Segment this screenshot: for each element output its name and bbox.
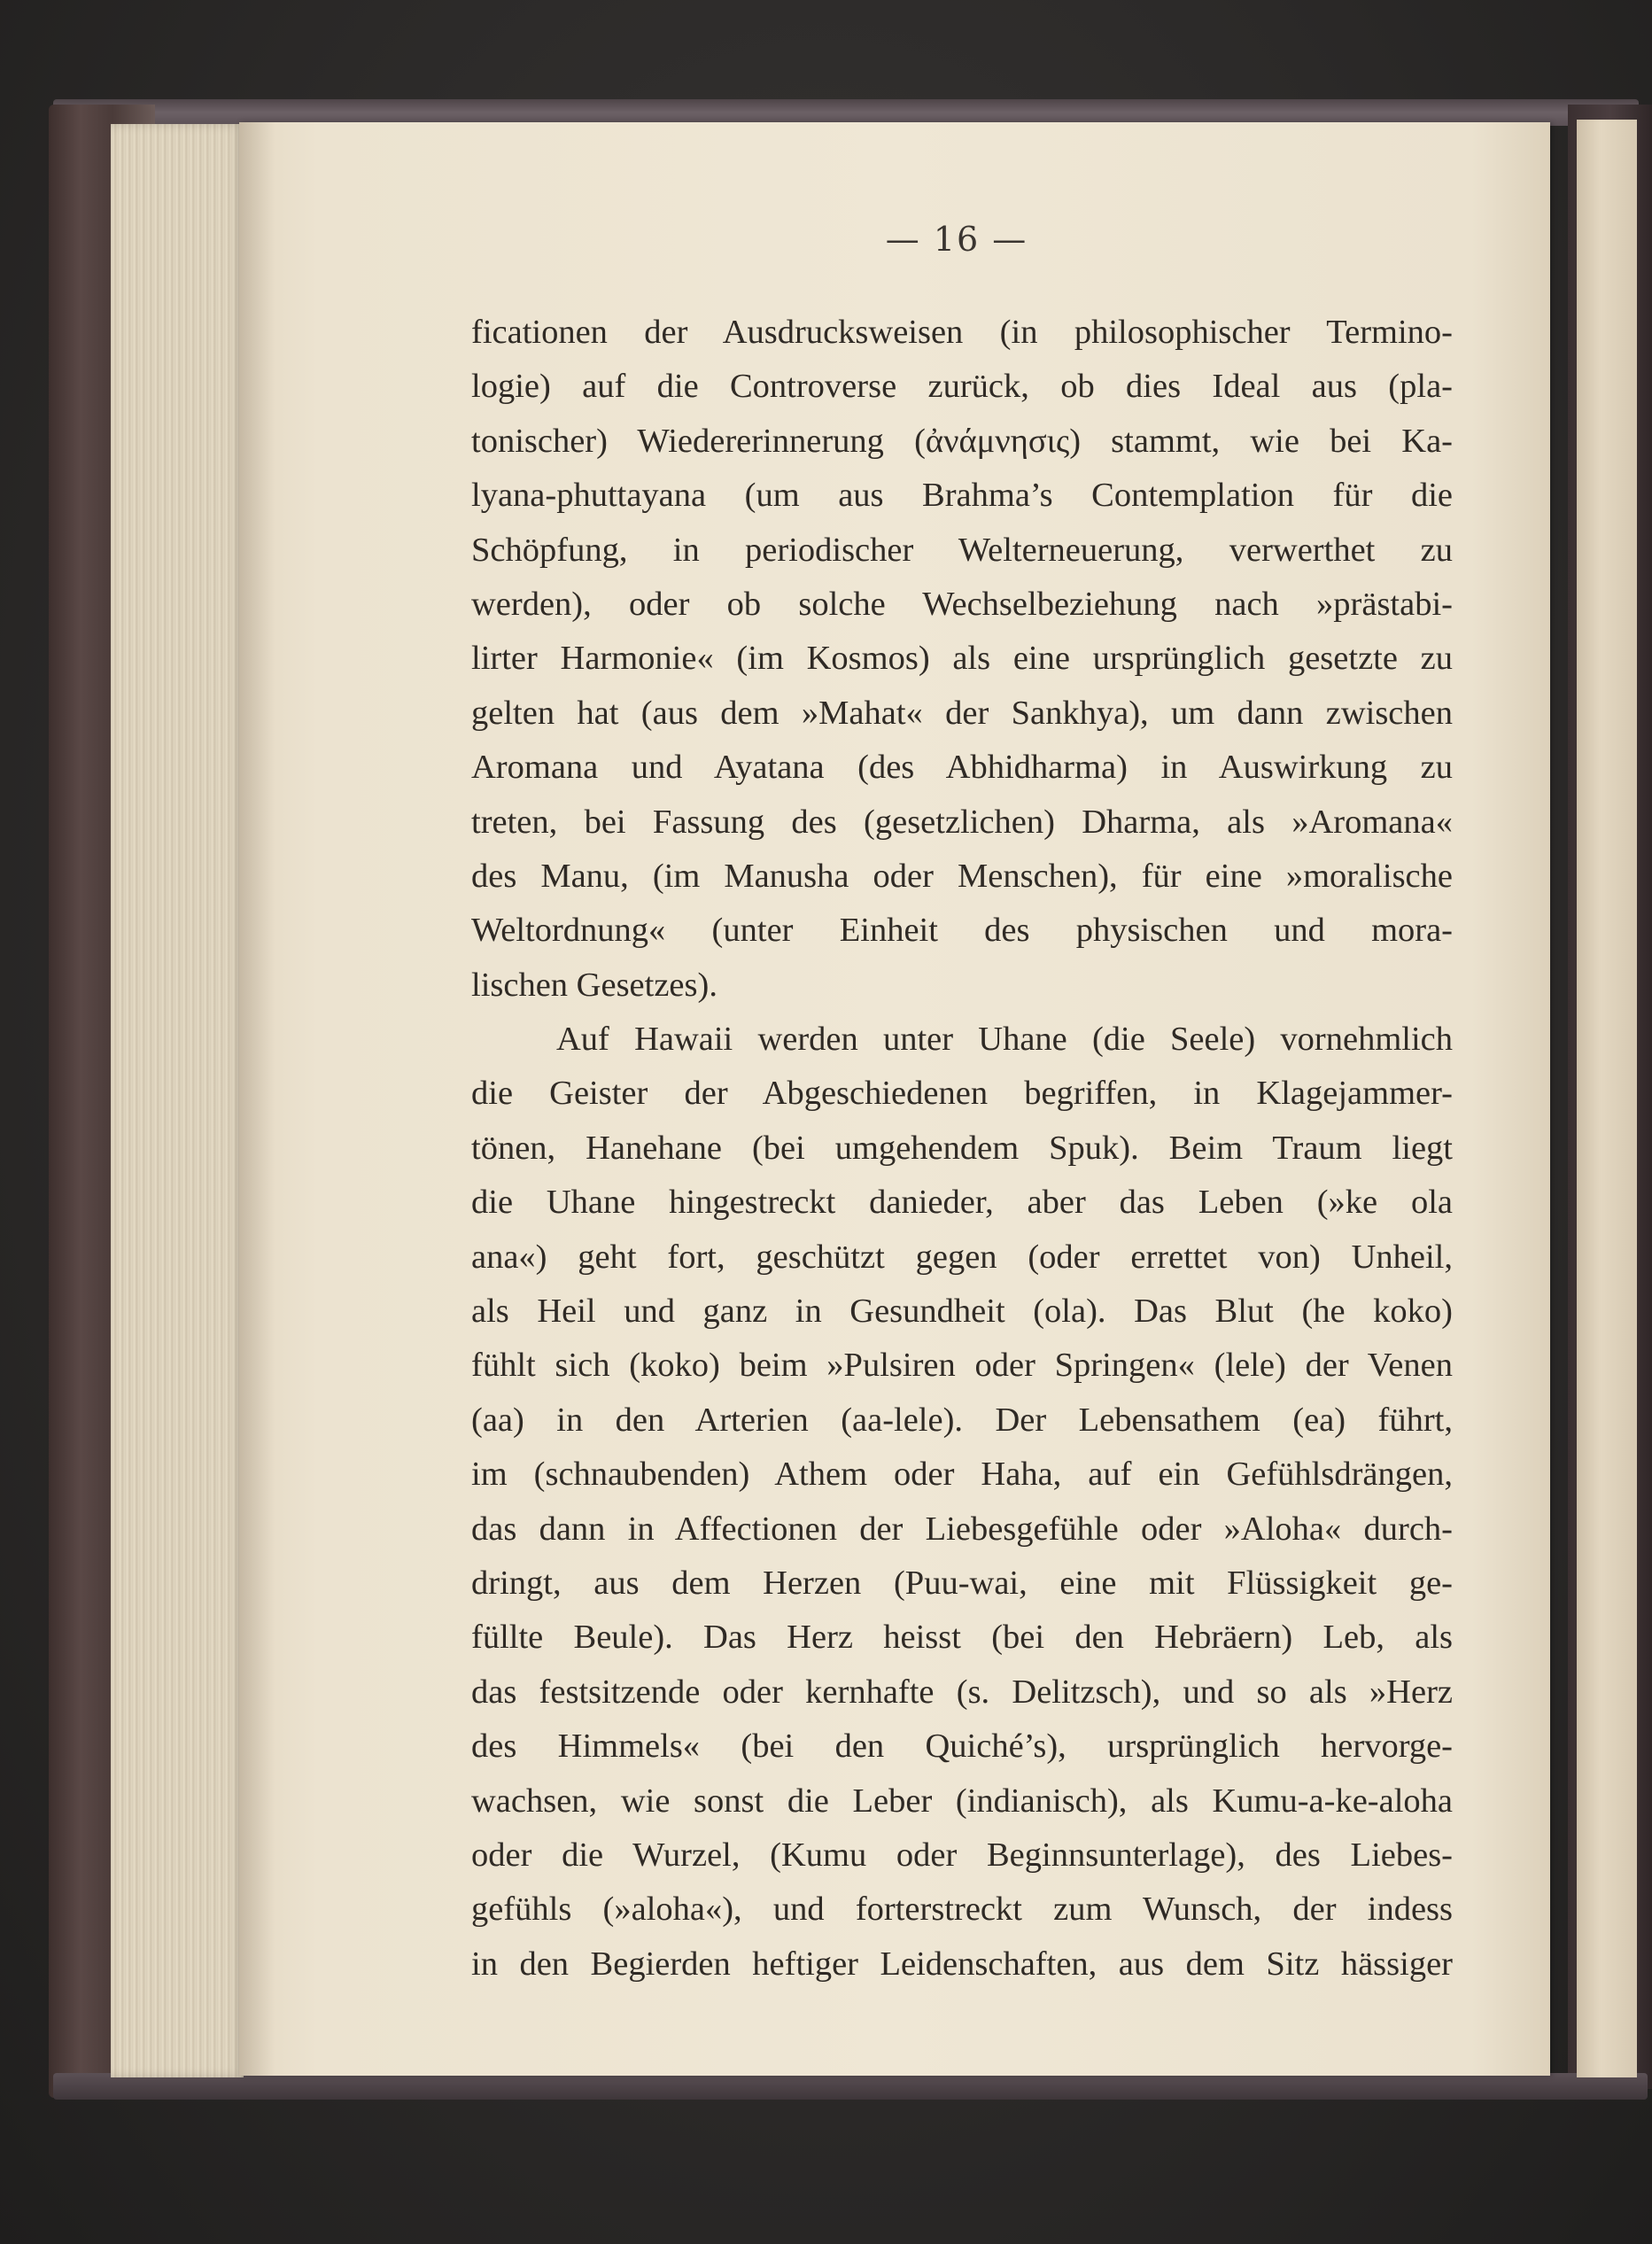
- text-line: Schöpfung, in periodischer Welterneuerung, verwerthet zu: [471, 531, 1453, 569]
- page-number: — 16 —: [885, 220, 1028, 259]
- text-line: oder die Wurzel, (Kumu oder Beginnsunterlage), des Liebes-: [471, 1836, 1453, 1874]
- text-line: als Heil und ganz in Gesundheit (ola). Das Blut (he koko): [471, 1293, 1453, 1331]
- text-line: tönen, Hanehane (bei umgehendem Spuk). Beim Traum liegt: [471, 1129, 1453, 1167]
- text-line: des Himmels« (bei den Quiché’s), ursprünglich hervorge-: [471, 1728, 1453, 1766]
- facing-page-edge: [1577, 120, 1637, 2077]
- text-line: lyana-phuttayana (um aus Brahma’s Contemplation für die: [471, 477, 1453, 515]
- text-line: die Geister der Abgeschiedenen begriffen, in Klagejammer-: [471, 1075, 1453, 1113]
- text-line: füllte Beule). Das Herz heisst (bei den Hebräern) Leb, als: [471, 1619, 1453, 1657]
- text-line: logie) auf die Controverse zurück, ob dies Ideal aus (pla-: [471, 368, 1453, 406]
- book-cover-bottom-edge: [53, 2073, 1648, 2100]
- text-line: das festsitzende oder kernhafte (s. Delitzsch), und so als »Herz: [471, 1673, 1453, 1711]
- text-line: fühlt sich (koko) beim »Pulsiren oder Springen« (lele) der Venen: [471, 1347, 1453, 1385]
- text-line: lirter Harmonie« (im Kosmos) als eine ursprünglich gesetzte zu: [471, 640, 1453, 678]
- text-line: tonischer) Wiedererinnerung (ἀνάμνησις) stammt, wie bei Ka-: [471, 422, 1453, 460]
- text-line: des Manu, (im Manusha oder Menschen), für eine »moralische: [471, 857, 1453, 895]
- text-line: ficationen der Ausdrucksweisen (in philosophischer Termino-: [471, 314, 1453, 351]
- text-line: werden), oder ob solche Wechselbeziehung nach »prästabi-: [471, 585, 1453, 623]
- text-line: das dann in Affectionen der Liebesgefühle oder »Aloha« durch-: [471, 1510, 1453, 1548]
- page-edge-stack: [111, 124, 244, 2077]
- text-line: ana«) geht fort, geschützt gegen (oder errettet von) Unheil,: [471, 1238, 1453, 1276]
- text-line: (aa) in den Arterien (aa-lele). Der Lebensathem (ea) führt,: [471, 1401, 1453, 1439]
- text-line: die Uhane hingestreckt danieder, aber das Leben (»ke ola: [471, 1184, 1453, 1222]
- text-line: dringt, aus dem Herzen (Puu-wai, eine mit Flüssigkeit ge-: [471, 1564, 1453, 1602]
- text-line: gelten hat (aus dem »Mahat« der Sankhya), um dann zwischen: [471, 694, 1453, 732]
- paragraph-end-line: lischen Gesetzes).: [471, 966, 717, 1004]
- text-line: wachsen, wie sonst die Leber (indianisch), als Kumu-a-ke-aloha: [471, 1782, 1453, 1820]
- text-line: in den Begierden heftiger Leidenschaften, aus dem Sitz hässiger: [471, 1945, 1453, 1983]
- paragraph-start-line: Auf Hawaii werden unter Uhane (die Seele) vornehmlich: [556, 1021, 1453, 1059]
- text-line: Aromana und Ayatana (des Abhidharma) in Auswirkung zu: [471, 749, 1453, 787]
- gutter-shadow: [239, 122, 275, 2076]
- text-line: treten, bei Fassung des (gesetzlichen) Dharma, als »Aromana«: [471, 803, 1453, 841]
- text-line: gefühls (»aloha«), und forterstreckt zum Wunsch, der indess: [471, 1891, 1453, 1929]
- text-line: Weltordnung« (unter Einheit des physischen und mora-: [471, 912, 1453, 950]
- text-line: im (schnaubenden) Athem oder Haha, auf ein Gefühlsdrängen,: [471, 1456, 1453, 1494]
- body-text: [471, 306, 1453, 1992]
